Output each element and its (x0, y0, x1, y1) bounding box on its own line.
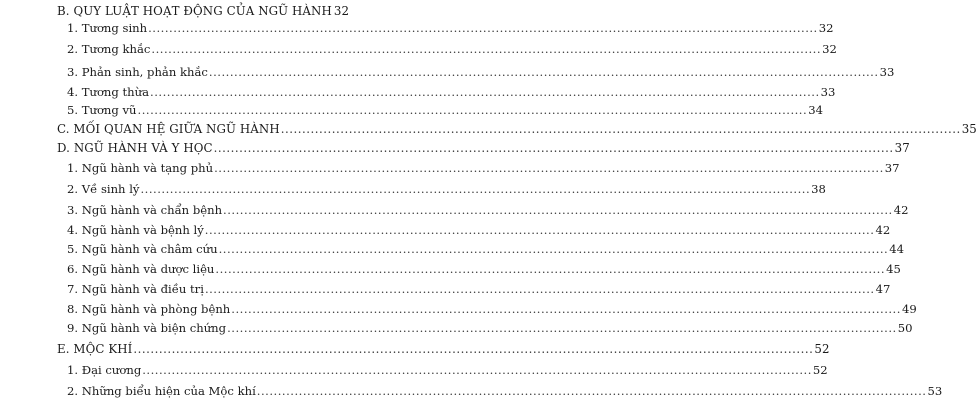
toc-entry-page-number: 34 (808, 103, 823, 117)
dot-leader: ................................................................................................................................................................ (142, 363, 812, 377)
dot-leader: ................................................................................................................................................................ (150, 85, 820, 99)
toc-entry-page-number: 47 (875, 282, 891, 296)
dot-leader: ................................................................................................................................................................ (223, 203, 893, 217)
toc-subsection-entry (67, 320, 913, 336)
toc-subsection-entry (67, 202, 909, 218)
toc-entry-page-number: 38 (811, 182, 826, 196)
toc-entry-title: D. NGŨ HÀNH VÀ Y HỌC (57, 141, 213, 155)
toc-subsection-entry (67, 64, 895, 80)
toc-entry-title: 1. Ngũ hành và tạng phủ (67, 161, 214, 175)
toc-entry-page-number: 32 (822, 42, 837, 56)
toc-entry-title: B. QUY LUẬT HOẠT ĐỘNG CỦA NGŨ HÀNH (57, 4, 332, 18)
dot-leader: ................................................................................................................................................................ (133, 342, 814, 356)
toc-entry-title: 8. Ngũ hành và phòng bệnh (67, 302, 231, 316)
toc-subsection-entry (67, 222, 891, 238)
dot-leader: ................................................................................................................................................................ (151, 42, 822, 56)
toc-entry-page-number: 37 (884, 161, 900, 175)
dot-leader: ................................................................................................................................................................ (204, 282, 875, 296)
dot-leader: ................................................................................................................................................................ (256, 384, 927, 398)
toc-entry-title: 6. Ngũ hành và dược liệu (67, 262, 215, 276)
dot-leader: ................................................................................................................................................................ (140, 182, 811, 196)
dot-leader: ................................................................................................................................................................ (204, 223, 875, 237)
toc-entry-page-number: 33 (879, 65, 895, 79)
toc-entry-page-number: 35 (961, 122, 977, 136)
toc-entry-page-number: 32 (818, 21, 834, 35)
toc-entry-title: 2. Tương khắc (67, 42, 151, 56)
toc-subsection-entry (67, 241, 905, 257)
toc-entry-title: 9. Ngũ hành và biện chứng (67, 321, 227, 335)
toc-subsection-entry (67, 301, 917, 317)
toc-entry-page-number: 49 (901, 302, 917, 316)
dot-leader: ................................................................................................................................................................ (231, 302, 901, 316)
toc-entry-title: 1. Tương sinh (67, 21, 148, 35)
toc-entry-page-number: 37 (894, 141, 910, 155)
toc-entry-page-number: 44 (889, 242, 905, 256)
toc-entry-title: C. MỐI QUAN HỆ GIỮA NGŨ HÀNH (57, 122, 280, 136)
dot-leader: ................................................................................................................................................................ (213, 141, 894, 155)
toc-entry-title: 4. Ngũ hành và bệnh lý (67, 223, 204, 237)
toc-entry-title: 7. Ngũ hành và điều trị (67, 282, 204, 296)
toc-entry-page-number: 42 (893, 203, 909, 217)
toc-entry-page-number: 50 (897, 321, 913, 335)
toc-subsection-entry (67, 102, 823, 118)
toc-section-entry (57, 3, 350, 19)
toc-entry-title: 2. Về sinh lý (67, 182, 140, 196)
toc-subsection-entry (67, 181, 826, 197)
dot-leader: ................................................................................................................................................................ (148, 21, 818, 35)
toc-entry-page-number: 32 (333, 4, 350, 18)
toc-entry-page-number: 52 (812, 363, 828, 377)
toc-subsection-entry (67, 362, 828, 378)
toc-section-entry (57, 121, 977, 137)
dot-leader: ................................................................................................................................................................ (218, 242, 889, 256)
dot-leader: ................................................................................................................................................................ (214, 161, 884, 175)
dot-leader: ................................................................................................................................................................ (227, 321, 897, 335)
dot-leader: ................................................................................................................................................................ (208, 65, 879, 79)
toc-subsection-entry (67, 20, 834, 36)
toc-subsection-entry (67, 41, 837, 57)
toc-entry-title: 5. Ngũ hành và châm cứu (67, 242, 218, 256)
toc-subsection-entry (67, 281, 891, 297)
toc-entry-title: E. MỘC KHÍ (57, 342, 133, 356)
dot-leader: ................................................................................................................................................................ (215, 262, 886, 276)
toc-subsection-entry (67, 383, 943, 399)
toc-entry-title: 1. Đại cương (67, 363, 142, 377)
toc-subsection-entry (67, 84, 836, 100)
toc-entry-page-number: 33 (820, 85, 836, 99)
toc-entry-page-number: 52 (814, 342, 830, 356)
toc-entry-title: 4. Tương thừa (67, 85, 150, 99)
toc-entry-title: 2. Những biểu hiện của Mộc khí (67, 384, 256, 398)
dot-leader: ................................................................................................................................................................ (280, 122, 961, 136)
toc-entry-title: 3. Ngũ hành và chẩn bệnh (67, 203, 223, 217)
toc-entry-page-number: 53 (927, 384, 943, 398)
dot-leader: ................................................................................................................................................................ (137, 103, 808, 117)
toc-entry-page-number: 45 (886, 262, 901, 276)
toc-entry-title: 5. Tương vũ (67, 103, 137, 117)
toc-section-entry (57, 341, 830, 357)
toc-section-entry (57, 140, 910, 156)
toc-entry-title: 3. Phản sinh, phản khắc (67, 65, 208, 79)
toc-subsection-entry (67, 261, 901, 277)
toc-entry-page-number: 42 (875, 223, 891, 237)
toc-subsection-entry (67, 160, 900, 176)
